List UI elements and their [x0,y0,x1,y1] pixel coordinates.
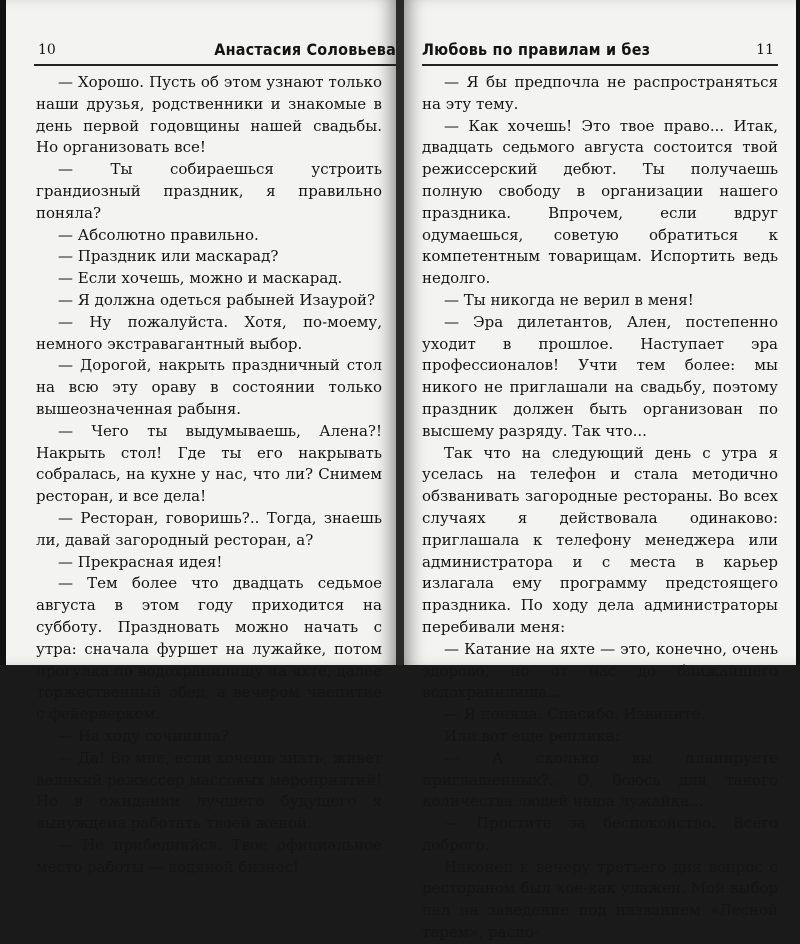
paragraph: — Простите за беспокойство. Всего доброго. [422,814,778,854]
paragraph: — А сколько вы планируете приглашенных?.. О, боюсь для такого количества людей наша лужайка... [422,748,778,811]
paragraph: — Ресторан, говоришь?.. Тогда, знаешь ли, давай загородный ресторан, а? [36,508,382,549]
paragraph: — Праздник или маскарад? [58,247,279,266]
left-page-text [36,72,382,878]
paragraph: — Ты никогда не верил в меня! [444,290,694,309]
left-page-header [34,38,396,66]
paragraph: — Не прибедняйся. Твое официальное место работы — водяной бизнес! [36,835,382,876]
running-title-book: Любовь по правилам и без [422,40,651,59]
paragraph: — Дорогой, накрыть праздничный стол на всю эту ораву в состоянии только вышеозначенная рабыня. [36,356,382,418]
paragraph: — Я поняла. Спасибо. Извините. [444,705,706,724]
paragraph: — Катание на яхте — это, конечно, очень здорово, но от нас до ближайшего водохранилища... [422,639,778,702]
running-title-author: Анастасия Соловьева [214,40,396,59]
paragraph: — Хорошо. Пусть об этом узнают только наши друзья, родственники и знакомые в день первой годовщины нашей свадьбы. Но организовать все! [36,73,382,157]
left-page [6,0,396,876]
paragraph: — Как хочешь! Это твое право... Итак, двадцать седьмого августа состоится твой режиссерский дебют. Ты получаешь полную свободу в организации нашего праздника. Впрочем, если вдруг одумаешься, советую обратиться к компетентным товарищам. Испортить ведь недолго. [422,116,778,288]
paragraph: — Прекрасная идея! [58,552,223,571]
page-number: 10 [38,42,56,58]
paragraph: Так что на следующий день с утра я уселась на телефон и стала методично обзванивать загородные рестораны. Во всех случаях я действовала одинаково: приглашала к телефону менеджера или администратора и с места в карьер излагала ему программу предстоящего праздника. По ходу дела администраторы перебивали меня: [422,443,778,636]
paragraph: Или вот еще реплика: [444,726,620,745]
right-page [404,0,796,942]
paragraph: — Эра дилетантов, Ален, постепенно уходит в прошлое. Наступает эра профессионалов! Учти тем более: мы никого не приглашали на свадьбу, поэтому праздник должен быть организован по высшему разряду. Так что... [422,312,778,440]
paragraph: — Абсолютно правильно. [58,225,259,244]
right-page-header [422,38,778,66]
paragraph: Наконец к вечеру третьего дня вопрос с рестораном был кое-как улажен. Мой выбор пал на заведение под названием «Лесной терем», распо- [422,857,778,942]
paragraph: — Я бы предпочла не распространяться на эту тему. [422,73,778,113]
paragraph: — Ну пожалуйста. Хотя, по-моему, немного экстравагантный выбор. [36,312,382,353]
paragraph: — Я должна одеться рабыней Изаурой? [58,290,376,309]
page-number: 11 [756,42,774,58]
right-page-text [422,72,778,944]
paragraph: — На ходу сочинила? [58,726,229,745]
paragraph: — Да! Во мне, если хочешь знать, живет великий режиссер массовых мероприятий! Но в ожидании лучшего будущего я вынуждена работать твоей женой. [36,748,382,833]
paragraph: — Чего ты выдумываешь, Алена?! Накрыть стол! Где ты его накрывать собралась, на кухне у нас, что ли? Снимем ресторан, и все дела! [36,421,382,506]
paragraph: — Ты собираешься устроить грандиозный праздник, я правильно поняла? [36,160,382,222]
paragraph: — Если хочешь, можно и маскарад. [58,269,343,288]
paragraph: — Тем более что двадцать седьмое августа в этом году приходится на субботу. Праздновать можно начать с утра: сначала фуршет на лужайке, потом прогулка по водохранилищу на яхте, далее торжественный обед, а вечером чаепитие с фейерверком. [36,574,382,724]
book-gutter [396,0,404,665]
